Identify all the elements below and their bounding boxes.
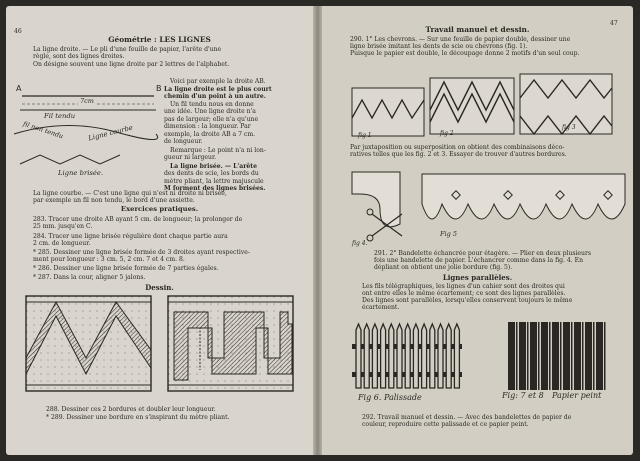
wallpaper-thin-stripe (571, 322, 573, 390)
wallpaper-stripe (508, 322, 515, 390)
left-page (6, 6, 313, 455)
page-title: Géométrie : LES LIGNES (108, 35, 211, 44)
paralleles-line-1: Les fils télégraphiques, les lignes d'un cahier sont des droites qui (362, 283, 565, 290)
wallpaper-thin-stripe (538, 322, 540, 390)
bandelette-line-1: 291. 2° Bandelette échancrée pour étagère. — Plier en deux plusieurs (374, 250, 591, 257)
definition-line: La ligne droite est le plus court (164, 86, 272, 93)
wallpaper-stripe (585, 322, 592, 390)
exercice-line-5: * 285. Dessiner une ligne brisée formée de 3 droites ayant respective- (33, 249, 250, 256)
definition-line: La ligne brisée. — L'arête (170, 163, 257, 170)
fig1-label: fig 1 (358, 132, 372, 139)
ligne-brisee (20, 155, 120, 164)
courbe-line-2: par exemple un fil non tendu, le bord d'une assiette. (33, 197, 195, 204)
fence-picket (389, 324, 394, 388)
book-gutter (313, 6, 322, 455)
wallpaper-stripe (574, 322, 581, 390)
fil-tendu-label: Fil tendu (44, 112, 76, 120)
fence-picket (454, 324, 459, 388)
juxtaposition-line-2: ratives telles que les fig. 2 et 3. Essayer de trouver d'autres bordures. (350, 151, 567, 158)
footer-line-1: 292. Travail manuel et dessin. — Avec des bandelettes de papier de (362, 414, 572, 421)
page-title: Travail manuel et dessin. (425, 25, 530, 34)
fig2-label: fig 2 (440, 130, 454, 137)
ligne-brisee-label: Ligne brisée. (58, 169, 104, 177)
page-number: 46 (14, 28, 22, 35)
point-b-label: B (156, 84, 162, 93)
fence-picket (405, 324, 410, 388)
page-number: 47 (610, 20, 618, 27)
dessin-title: Dessin. (145, 283, 174, 292)
definition-line: chemin d'un point à un autre. (164, 93, 266, 100)
definition-line: M forment des lignes brisées. (164, 185, 266, 192)
fence-picket (397, 324, 402, 388)
wallpaper-thin-stripe (593, 322, 595, 390)
fence-picket (430, 324, 435, 388)
fig3-label: fig 3 (562, 124, 576, 131)
dessin-caption-1: 288. Dessiner ces 2 bordures et doubler leur longueur. (46, 406, 216, 413)
juxtaposition-line-1: Par juxtaposition ou superposition on obtient des combinaisons déco- (350, 144, 565, 151)
fig78-label: Fig: 7 et 8 (502, 391, 544, 400)
exercice-line-3: 284. Tracer une ligne brisée régulière dont chaque partie aura (33, 233, 228, 240)
wallpaper-thin-stripe (560, 322, 562, 390)
paralleles-line-2: ont entre elles le même écartement; ce sont des lignes parallèles. (362, 290, 566, 297)
definition-line: dimension : la longueur. Par (164, 123, 251, 130)
wallpaper-stripe (552, 322, 559, 390)
exercice-line-7: * 286. Dessiner une ligne brisée formée de 7 parties égales. (33, 265, 219, 272)
ligne-courbe-label: Ligne courbe (87, 123, 134, 143)
intro-line-2: règle, sont des lignes droites. (33, 53, 125, 60)
fence-picket (356, 324, 361, 388)
wallpaper-thin-stripe (516, 322, 518, 390)
definition-line: exemple, la droite AB a 7 cm. (164, 131, 256, 138)
fence-picket (413, 324, 418, 388)
fig5-label: Fig 5 (440, 230, 457, 238)
wallpaper-stripe (563, 322, 570, 390)
meander-border-drawing (168, 296, 293, 391)
wallpaper-stripe (519, 322, 526, 390)
dessin-caption-2: * 289. Dessiner une bordure en s'inspirant du mètre pliant. (46, 414, 230, 421)
fence-picket (381, 324, 386, 388)
definition-line: Un fil tendu nous en donne (170, 101, 254, 108)
bandelette-line-2: fois une bandelette de papier. L'échancrer comme dans la fig. 4. En (374, 257, 584, 264)
wallpaper-thin-stripe (549, 322, 551, 390)
exercice-line-1: 283. Tracer une droite AB ayant 5 cm. de longueur; la prolonger de (33, 216, 243, 223)
bandelette-figures (350, 164, 625, 249)
fence-picket (422, 324, 427, 388)
courbe-line-1: La ligne courbe. — C'est une ligne qui n'est ni droite ni brisée, (33, 190, 227, 197)
wallpaper-stripe (541, 322, 548, 390)
fig4-label: fig 4. (352, 240, 368, 247)
fence-picket (446, 324, 451, 388)
wallpaper-thin-stripe (604, 322, 606, 390)
footer-line-2: couleur, reproduire cette palissade et ce papier peint. (362, 421, 529, 428)
definition-line: de longueur. (164, 138, 203, 145)
chevrons-line-2: ligne brisée imitant les dents de scie ou chevrons (fig. 1). (350, 43, 528, 50)
papier-peint-figure (508, 322, 608, 390)
palissade-figure (352, 322, 462, 392)
chevrons-line-1: 290. 1° Les chevrons. — Sur une feuille de papier double, dessiner une (350, 36, 571, 43)
definition-line: pas de largeur; elle n'a qu'une (164, 116, 259, 123)
point-a-label: A (16, 84, 22, 93)
definition-line: une idée. Une ligne droite n'a (164, 108, 256, 115)
definition-line: Remarque : Le point n'a ni lon- (170, 147, 266, 154)
definition-line: gueur ni largeur. (164, 154, 217, 161)
exercice-line-4: 2 cm. de longueur. (33, 240, 91, 247)
fig6-label: Fig 6. Palissade (358, 393, 422, 402)
fence-picket (438, 324, 443, 388)
wallpaper-stripe (596, 322, 603, 390)
paralleles-title: Lignes parallèles. (442, 273, 513, 282)
exercice-line-8: * 287. Dans la cour, aligner 5 jalons. (33, 274, 146, 281)
wallpaper-thin-stripe (582, 322, 584, 390)
definition-line: Voici par exemple la droite AB. (170, 78, 266, 85)
paralleles-line-4: écartement. (362, 304, 400, 311)
exercice-line-2: 25 mm. jusqu'en C. (33, 223, 93, 230)
bandelette-line-3: dépliant on obtient une jolie bordure (fig. 5). (374, 264, 513, 271)
wallpaper-thin-stripe (527, 322, 529, 390)
dimension-label: 7cm (80, 97, 94, 105)
definition-line: des dents de scie, les bords du (164, 170, 259, 177)
definition-line: mètre pliant, la lettre majuscule (164, 178, 264, 185)
exercices-title: Exercices pratiques. (120, 205, 199, 213)
fence-picket (364, 324, 369, 388)
wallpaper-stripe (530, 322, 537, 390)
exercice-line-6: ment pour longueur : 3 cm. 5, 2 cm. 7 et 4 cm. 8. (33, 256, 185, 263)
chevrons-line-3: Puisque le papier est double, le découpage donne 2 motifs d'un seul coup. (350, 50, 580, 57)
paralleles-line-3: Des lignes sont parallèles, lorsqu'elles conservent toujours le même (362, 297, 573, 304)
papier-peint-label: Papier peint (552, 391, 602, 400)
fil-non-tendu-label: fil non tendu (22, 119, 65, 141)
intro-line-3: On désigne souvent une ligne droite par 2 lettres de l'alphabet. (33, 61, 230, 68)
zigzag-border-drawing (26, 296, 151, 391)
right-page (322, 6, 633, 455)
fence-picket (372, 324, 377, 388)
intro-line-1: La ligne droite. — Le pli d'une feuille de papier, l'arête d'une (33, 46, 222, 53)
